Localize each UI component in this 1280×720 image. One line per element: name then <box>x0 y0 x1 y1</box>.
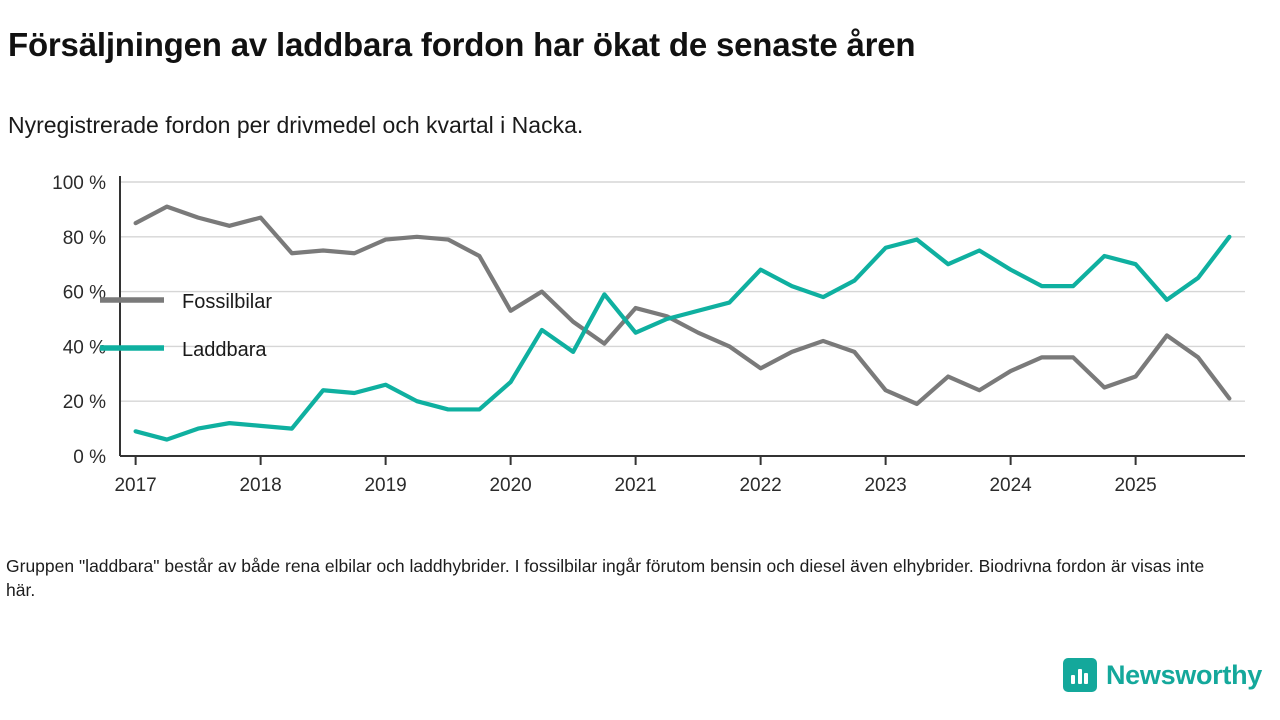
x-tick-label: 2017 <box>114 475 157 496</box>
page-title: Försäljningen av laddbara fordon har ökat de senaste åren <box>8 26 916 63</box>
y-tick-label: 20 % <box>62 392 106 414</box>
y-tick-label: 60 % <box>62 282 106 304</box>
chart-footnote: Gruppen "laddbara" består av både rena elbilar och laddhybrider. I fossilbilar ingår förutom bensin och diesel även elhybrider. Biodrivna fordon är visas inte här. <box>6 556 1205 600</box>
x-tick-label: 2019 <box>364 475 407 496</box>
x-tick-label: 2022 <box>739 475 782 496</box>
y-tick-label: 100 % <box>52 173 106 194</box>
newsworthy-logo <box>1063 658 1262 692</box>
x-tick-label: 2025 <box>1114 475 1157 496</box>
legend-label-laddbara: Laddbara <box>182 339 267 361</box>
y-tick-label: 80 % <box>62 227 106 249</box>
x-tick-label: 2020 <box>489 475 532 496</box>
series-line-laddbara <box>136 237 1230 440</box>
y-tick-label: 0 % <box>73 447 106 468</box>
x-tick-label: 2018 <box>239 475 282 496</box>
x-tick-label: 2024 <box>989 475 1032 496</box>
line-chart <box>0 160 1280 520</box>
y-tick-label: 40 % <box>62 337 106 359</box>
brand-name: Newsworthy <box>1105 659 1262 690</box>
chart-svg <box>0 160 1280 520</box>
bar-chart-icon <box>1063 658 1097 692</box>
x-tick-label: 2023 <box>864 475 907 496</box>
legend-label-fossilbilar: Fossilbilar <box>182 291 273 313</box>
page-subtitle: Nyregistrerade fordon per drivmedel och kvartal i Nacka. <box>8 112 584 138</box>
x-tick-label: 2021 <box>614 475 657 496</box>
